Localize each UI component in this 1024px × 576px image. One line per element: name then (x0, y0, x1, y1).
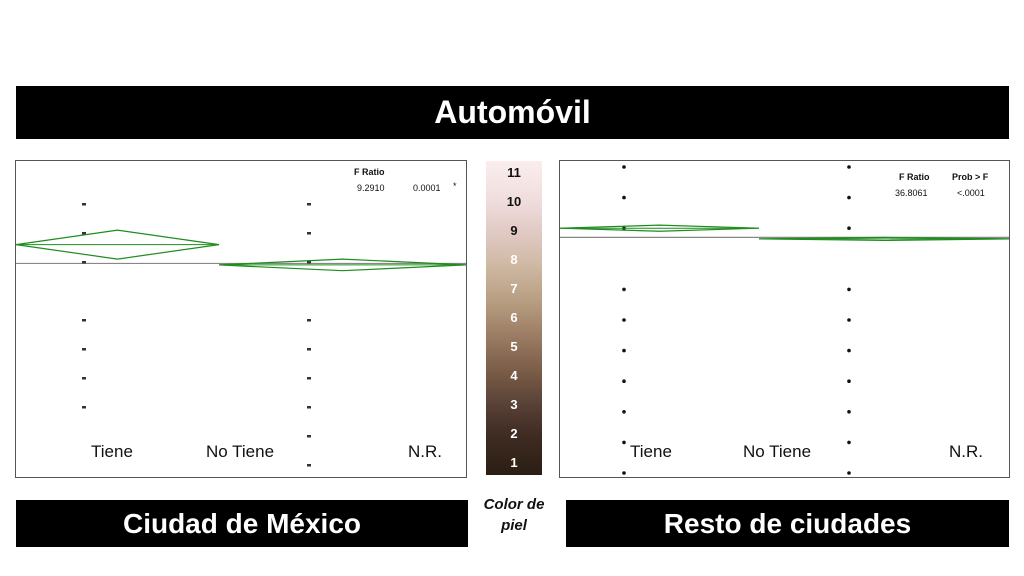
data-point (622, 379, 626, 383)
colorbar-caption-line2: piel (501, 517, 527, 534)
colorbar-caption-line1: Color de (483, 496, 545, 513)
data-point (847, 196, 851, 200)
right-chart-svg (560, 161, 1009, 477)
colorbar-caption (474, 494, 554, 536)
data-point (307, 464, 311, 467)
data-point (307, 203, 311, 206)
f-ratio-value: 9.2910 (357, 183, 385, 193)
f-ratio-label: F Ratio (354, 167, 385, 177)
right-panel-title: Resto de ciudades (566, 500, 1009, 547)
colorbar-tick: 9 (510, 223, 518, 238)
skin-color-scale (486, 161, 542, 475)
data-point (307, 261, 311, 264)
data-point (622, 349, 626, 353)
category-label-no-tiene: No Tiene (743, 442, 812, 461)
colorbar-tick: 10 (506, 194, 522, 209)
data-point (307, 319, 311, 322)
data-point (622, 318, 626, 322)
data-point (82, 377, 86, 380)
colorbar-tick: 3 (510, 397, 518, 412)
data-point (82, 406, 86, 409)
data-point (847, 379, 851, 383)
data-point (307, 406, 311, 409)
prob-label: Prob > F (952, 172, 989, 182)
colorbar-tick: 5 (510, 339, 518, 354)
significance-star: * (453, 181, 457, 191)
data-point (847, 226, 851, 230)
colorbar-tick: 2 (510, 426, 518, 441)
category-label-nr: N.R. (949, 442, 983, 461)
left-chart-svg (16, 161, 466, 477)
colorbar-tick: 1 (510, 455, 518, 470)
left-chart-panel (15, 160, 467, 478)
category-label-no-tiene: No Tiene (206, 442, 275, 461)
colorbar-tick: 11 (507, 165, 521, 180)
f-ratio-value: 36.8061 (895, 188, 928, 198)
category-label-nr: N.R. (408, 442, 442, 461)
colorbar-tick: 7 (510, 281, 518, 296)
data-point (847, 410, 851, 414)
data-point (82, 348, 86, 351)
data-point (847, 288, 851, 292)
right-chart-panel (559, 160, 1010, 478)
category-label-tiene: Tiene (91, 442, 133, 461)
p-value: <.0001 (957, 188, 985, 198)
data-point (307, 348, 311, 351)
colorbar-tick: 6 (510, 310, 518, 325)
data-point (847, 318, 851, 322)
left-panel-title: Ciudad de México (16, 500, 468, 547)
data-point (82, 203, 86, 206)
colorbar-tick: 4 (510, 368, 518, 383)
data-point (847, 165, 851, 169)
data-point (82, 261, 86, 264)
p-value: 0.0001 (413, 183, 441, 193)
data-point (307, 377, 311, 380)
data-point (847, 441, 851, 445)
data-point (622, 441, 626, 445)
data-point (622, 196, 626, 200)
f-ratio-label: F Ratio (899, 172, 930, 182)
category-label-tiene: Tiene (630, 442, 672, 461)
data-point (622, 165, 626, 169)
data-point (307, 435, 311, 438)
data-point (622, 471, 626, 475)
data-point (307, 232, 311, 235)
data-point (622, 288, 626, 292)
data-point (847, 349, 851, 353)
colorbar-tick: 8 (510, 252, 518, 267)
data-point (82, 319, 86, 322)
page-title: Automóvil (16, 86, 1009, 139)
data-point (622, 410, 626, 414)
data-point (847, 471, 851, 475)
